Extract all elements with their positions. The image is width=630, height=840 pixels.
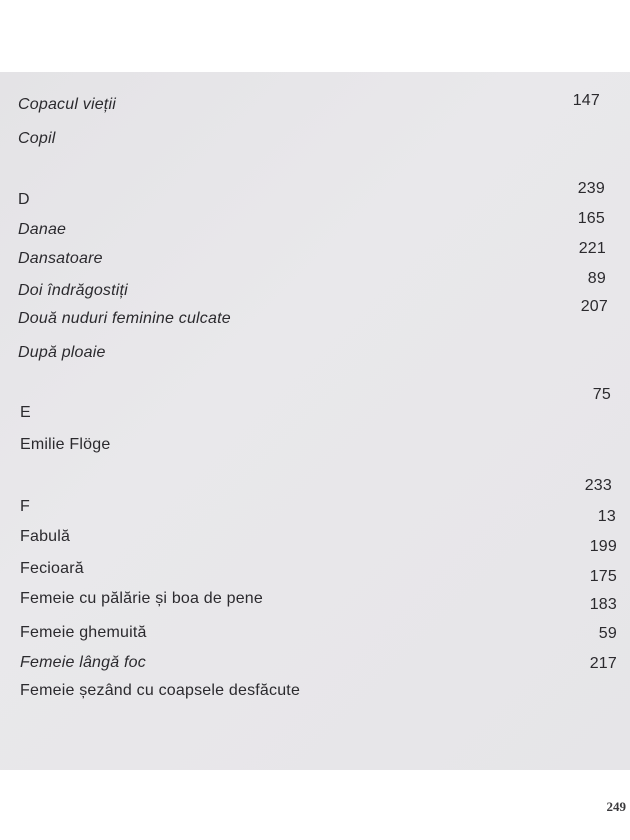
footer-page-number: 249 — [606, 799, 626, 814]
page-number: 217 — [589, 655, 617, 672]
index-entry: Femeie ghemuită — [20, 624, 147, 641]
index-entry: Fabulă — [20, 528, 71, 545]
page-number: 233 — [584, 477, 612, 494]
page-number: 207 — [580, 298, 608, 315]
page-number: 75 — [592, 386, 611, 403]
section-letter: F — [20, 498, 30, 515]
index-entry: Doi îndrăgostiți — [18, 282, 128, 299]
index-entry: Femeie lângă foc — [20, 654, 146, 671]
page-number: 89 — [587, 270, 606, 287]
page-number: 165 — [577, 210, 605, 227]
index-entry: Femeie cu pălărie și boa de pene — [20, 590, 263, 607]
index-entry: Fecioară — [20, 560, 84, 577]
page-number: 199 — [589, 538, 617, 555]
page-number: 221 — [578, 240, 606, 257]
index-entry: Femeie șezând cu coapsele desfăcute — [20, 682, 301, 699]
page-number: 59 — [598, 625, 617, 642]
page-number: 239 — [577, 180, 605, 197]
page-number: 175 — [589, 568, 617, 585]
index-entry: Copil — [18, 130, 56, 147]
index-entry: Două nuduri feminine culcate — [18, 310, 231, 327]
section-letter: D — [18, 191, 30, 208]
index-entry: Copacul vieții — [18, 96, 116, 113]
index-entry: După ploaie — [18, 344, 106, 361]
section-letter: E — [20, 404, 31, 421]
index-entry: Emilie Flöge — [20, 436, 111, 453]
page-number: 13 — [597, 508, 616, 525]
page-number: 183 — [589, 596, 617, 613]
index-entry: Dansatoare — [18, 250, 103, 267]
book-page — [0, 72, 630, 814]
index-entry: Danae — [18, 221, 67, 238]
page-number: 147 — [572, 92, 600, 109]
